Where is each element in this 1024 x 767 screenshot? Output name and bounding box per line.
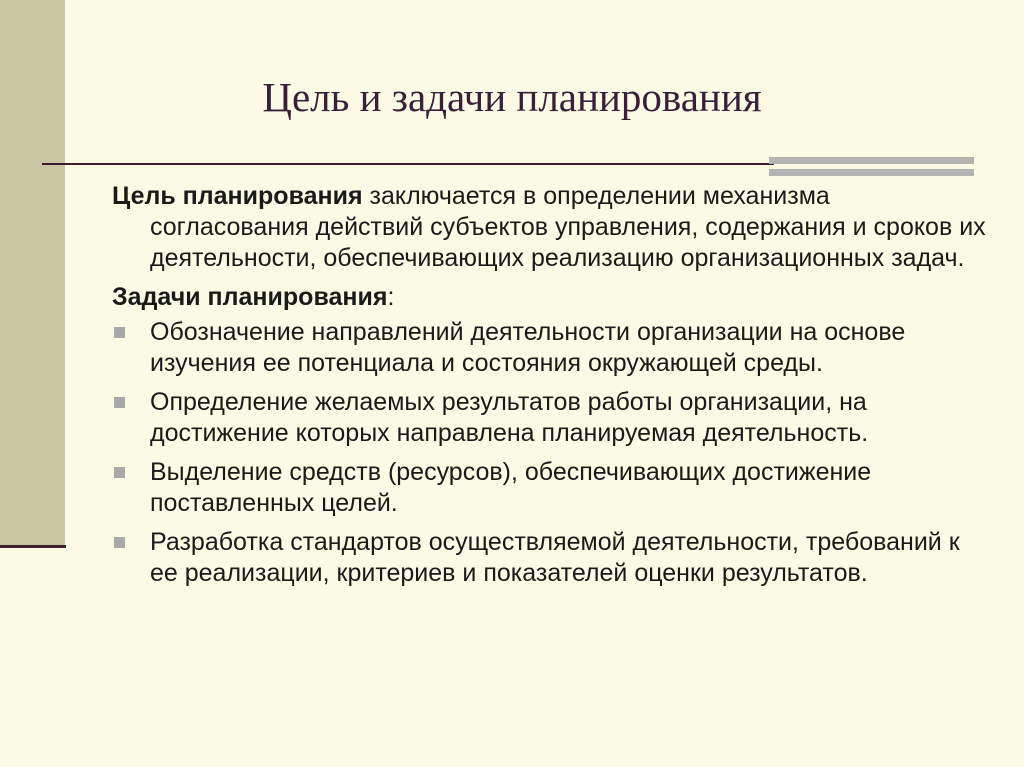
square-bullet-icon (114, 467, 125, 478)
list-item (112, 457, 992, 519)
list-item (112, 317, 992, 379)
tasks-heading (112, 282, 992, 313)
task-text: Выделение средств (ресурсов), обеспечивающих достижение поставленных целей. (150, 458, 872, 517)
title-divider (42, 163, 774, 165)
goal-term: Цель планирования (112, 182, 363, 210)
title-divider-accent (769, 157, 974, 176)
goal-paragraph (112, 181, 992, 274)
tasks-heading-suffix: : (387, 283, 395, 311)
slide-body (112, 181, 992, 597)
tasks-list (112, 317, 992, 589)
left-band-rule (0, 545, 66, 548)
list-item (112, 387, 992, 449)
square-bullet-icon (114, 327, 125, 338)
square-bullet-icon (114, 397, 125, 408)
task-text: Обозначение направлений деятельности организации на основе изучения ее потенциала и состояния окружающей среды. (150, 318, 906, 377)
task-text: Определение желаемых результатов работы организации, на достижение которых направлена планируемая деятельность. (150, 388, 869, 447)
slide-title: Цель и задачи планирования (262, 74, 762, 120)
tasks-heading-term: Задачи планирования (112, 283, 388, 311)
list-item (112, 527, 992, 589)
task-text: Разработка стандартов осуществляемой деятельности, требований к ее реализации, критериев и показателей оценки результатов. (150, 528, 960, 587)
square-bullet-icon (114, 537, 125, 548)
goal-text: заключается в определении механизма согласования действий субъектов управления, содержания и сроков их деятельности, обеспечивающих реализацию организационных задач. (150, 182, 986, 272)
